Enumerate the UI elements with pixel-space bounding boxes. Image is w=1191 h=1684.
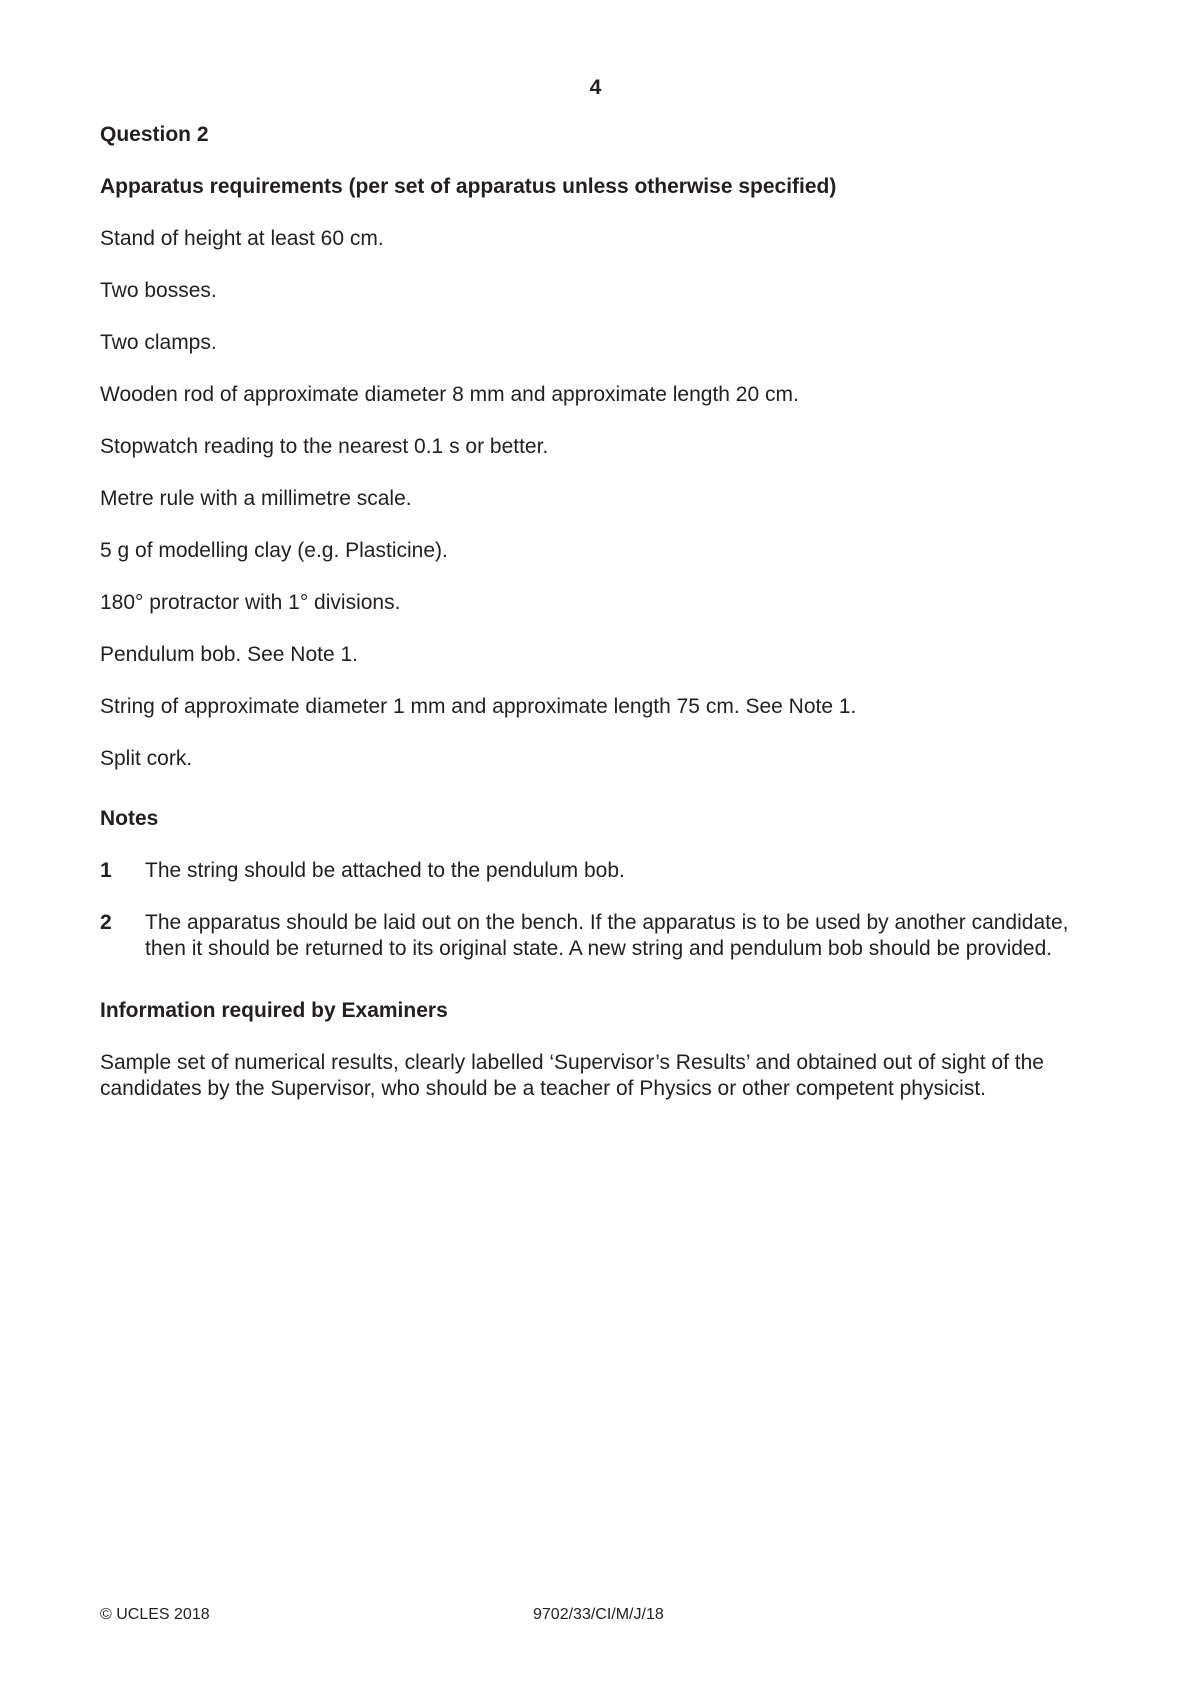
note-number: 2 [100, 911, 112, 934]
footer-copyright: © UCLES 2018 [100, 1606, 210, 1623]
apparatus-item: Two clamps. [100, 331, 217, 354]
apparatus-item: Stand of height at least 60 cm. [100, 227, 384, 250]
apparatus-item: Wooden rod of approximate diameter 8 mm and approximate length 20 cm. [100, 383, 799, 406]
info-text: Sample set of numerical results, clearly labelled ‘Supervisor’s Results’ and obtained out of sight of the candidates by the Supervisor, who should be a teacher of Physics or other competent physicist. [100, 1051, 1044, 1100]
apparatus-item: 180° protractor with 1° divisions. [100, 591, 401, 614]
footer-code: 9702/33/CI/M/J/18 [533, 1606, 664, 1623]
document-body [100, 122, 1110, 1102]
note-text: The apparatus should be laid out on the bench. If the apparatus is to be used by another candidate, then it should be returned to its original state. A new string and pendulum bob should be provided. [145, 911, 1069, 960]
apparatus-item: 5 g of modelling clay (e.g. Plasticine). [100, 539, 448, 562]
page-number: 4 [589, 76, 602, 99]
apparatus-item: Split cork. [100, 747, 193, 770]
note-item [100, 858, 1110, 884]
note-number: 1 [100, 859, 112, 882]
info-heading: Information required by Examiners [100, 999, 448, 1022]
apparatus-item: Metre rule with a millimetre scale. [100, 487, 412, 510]
note-text: The string should be attached to the pendulum bob. [145, 859, 625, 882]
question-title: Question 2 [100, 123, 209, 146]
notes-heading: Notes [100, 807, 159, 830]
apparatus-item: Stopwatch reading to the nearest 0.1 s or better. [100, 435, 549, 458]
apparatus-item: String of approximate diameter 1 mm and approximate length 75 cm. See Note 1. [100, 695, 857, 718]
apparatus-item: Pendulum bob. See Note 1. [100, 643, 359, 666]
apparatus-list [100, 226, 1110, 772]
notes-list [100, 858, 1110, 962]
apparatus-heading: Apparatus requirements (per set of apparatus unless otherwise specified) [100, 175, 837, 198]
note-item [100, 910, 1110, 962]
apparatus-item: Two bosses. [100, 279, 217, 302]
